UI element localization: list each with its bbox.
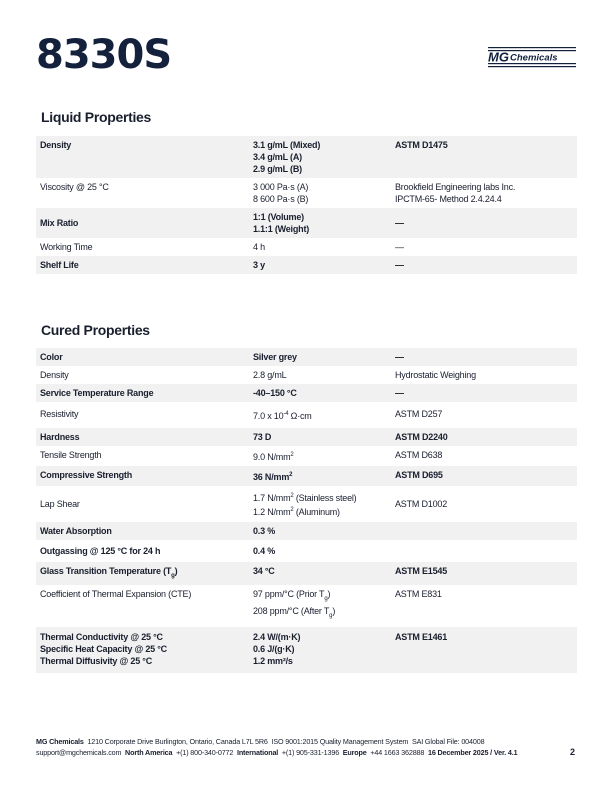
svg-text:MG: MG — [488, 49, 509, 65]
property-value: 0.3 % — [253, 526, 276, 536]
product-title: 8330S — [36, 32, 172, 78]
table-row — [36, 466, 577, 486]
test-method: ASTM E1461 — [395, 632, 448, 643]
property-value: 73 D — [253, 432, 272, 442]
property-value: 3 000 Pa·s (A) 8 600 Pa·s (B) — [253, 182, 309, 204]
property-value: 9.0 $N/mm^2$ — [253, 452, 294, 462]
test-method: — — [395, 260, 404, 270]
property-name: Coefficient of Thermal Expansion (CTE) — [40, 588, 192, 599]
page-number: 2 — [570, 747, 576, 757]
property-value: 7.0 x $10^{-4}$ Ω·cm — [253, 411, 312, 421]
liquid-properties-table — [36, 136, 577, 274]
test-method: ASTM D695 — [395, 470, 443, 480]
test-method: — — [395, 388, 404, 398]
property-value: 1.7 $N/mm^2$ (Stainless steel) 1.2 $N/mm^2$ (Aluminum) — [253, 493, 357, 517]
test-method: — — [395, 242, 404, 252]
test-method: ASTM E831 — [395, 588, 442, 599]
test-method: Brookfield Engineering labs Inc. IPCTM-65- Method 2.4.24.4 — [395, 182, 516, 204]
property-value: -40–150 °C — [253, 388, 297, 398]
property-name: Glass Transition Temperature $(T_g)$ — [40, 566, 178, 579]
table-row — [36, 136, 577, 178]
cured-properties-table — [36, 348, 577, 673]
property-name: Density — [40, 370, 69, 380]
test-method: — — [395, 218, 404, 228]
property-name: Outgassing @ 125 °C for 24 h — [40, 546, 161, 556]
property-name: Color — [40, 352, 63, 362]
property-name: Lap Shear — [40, 499, 80, 509]
property-name: Service Temperature Range — [40, 388, 154, 398]
footer — [36, 736, 577, 758]
property-name: Resistivity — [40, 409, 79, 419]
test-method: ASTM D1475 — [395, 140, 448, 150]
test-method: ASTM D638 — [395, 450, 443, 460]
property-name: Viscosity @ 25 °C — [40, 182, 109, 192]
test-method — [395, 525, 577, 537]
property-name: Density — [40, 140, 72, 150]
property-name: Compressive Strength — [40, 470, 133, 480]
property-name: Working Time — [40, 242, 93, 252]
table-row — [36, 238, 577, 256]
test-method — [395, 545, 577, 557]
test-method: ASTM D257 — [395, 409, 443, 419]
liquid-properties-title: Liquid Properties — [41, 109, 152, 125]
table-row — [36, 428, 577, 446]
property-value: 3 y — [253, 260, 265, 270]
property-value: 2.8 g/mL — [253, 370, 287, 380]
table-row — [36, 486, 577, 522]
support-email-link[interactable]: support@mgchemicals.com — [36, 748, 122, 757]
property-value: 3.1 g/mL (Mixed) 3.4 g/mL (A) 2.9 g/mL (B) — [253, 140, 321, 174]
svg-text:Chemicals: Chemicals — [510, 52, 558, 64]
test-method: ASTM E1545 — [395, 566, 448, 576]
property-value: 0.4 % — [253, 546, 276, 556]
property-value: Silver grey — [253, 352, 297, 362]
property-value: 34 °C — [253, 566, 275, 576]
table-row — [36, 178, 577, 208]
table-row — [36, 627, 577, 673]
property-value: 4 h — [253, 242, 265, 252]
table-row — [36, 562, 577, 585]
property-value: 1:1 (Volume) 1.1:1 (Weight) — [253, 212, 310, 234]
table-row — [36, 348, 577, 366]
property-name: Mix Ratio — [40, 218, 79, 228]
test-method: ASTM D1002 — [395, 499, 448, 509]
property-name: Water Absorption — [40, 526, 112, 536]
table-row — [36, 540, 577, 562]
property-value: 97 ppm/°C (Prior $T_g$) 208 ppm/°C (After $T_g$) — [253, 588, 336, 619]
mg-chemicals-logo — [486, 44, 578, 70]
property-name: Hardness — [40, 432, 80, 442]
table-row — [36, 208, 577, 238]
table-row — [36, 366, 577, 384]
table-row — [36, 522, 577, 540]
test-method: — — [395, 352, 404, 362]
footer-line-2: support@mgchemicals.com North America +(1) 800-340-0772 International +(1) 905-331-1396 Europe +44 1663 362888 16 December 2025 / Ver. 4.1 — [36, 748, 518, 757]
property-name: Tensile Strength — [40, 450, 102, 460]
cured-properties-title: Cured Properties — [41, 322, 150, 338]
table-row — [36, 585, 577, 628]
footer-line-1: MG Chemicals 1210 Corporate Drive Burlington, Ontario, Canada L7L 5R6 ISO 9001:2015 Quality Management System SAI Global File: 004008 — [36, 737, 485, 746]
property-value: 2.4 W/(m·K) 0.6 J/(g·K) 1.2 mm²/s — [253, 632, 301, 667]
test-method: Hydrostatic Weighing — [395, 370, 476, 380]
property-value: 36 $N/mm^2$ — [253, 472, 293, 482]
table-row — [36, 384, 577, 402]
table-row — [36, 402, 577, 428]
table-row — [36, 256, 577, 274]
table-row — [36, 446, 577, 466]
property-name: Shelf Life — [40, 260, 79, 270]
property-name: Thermal Conductivity @ 25 °C Specific Heat Capacity @ 25 °C Thermal Diffusivity @ 25 °C — [40, 632, 167, 667]
test-method: ASTM D2240 — [395, 432, 448, 442]
